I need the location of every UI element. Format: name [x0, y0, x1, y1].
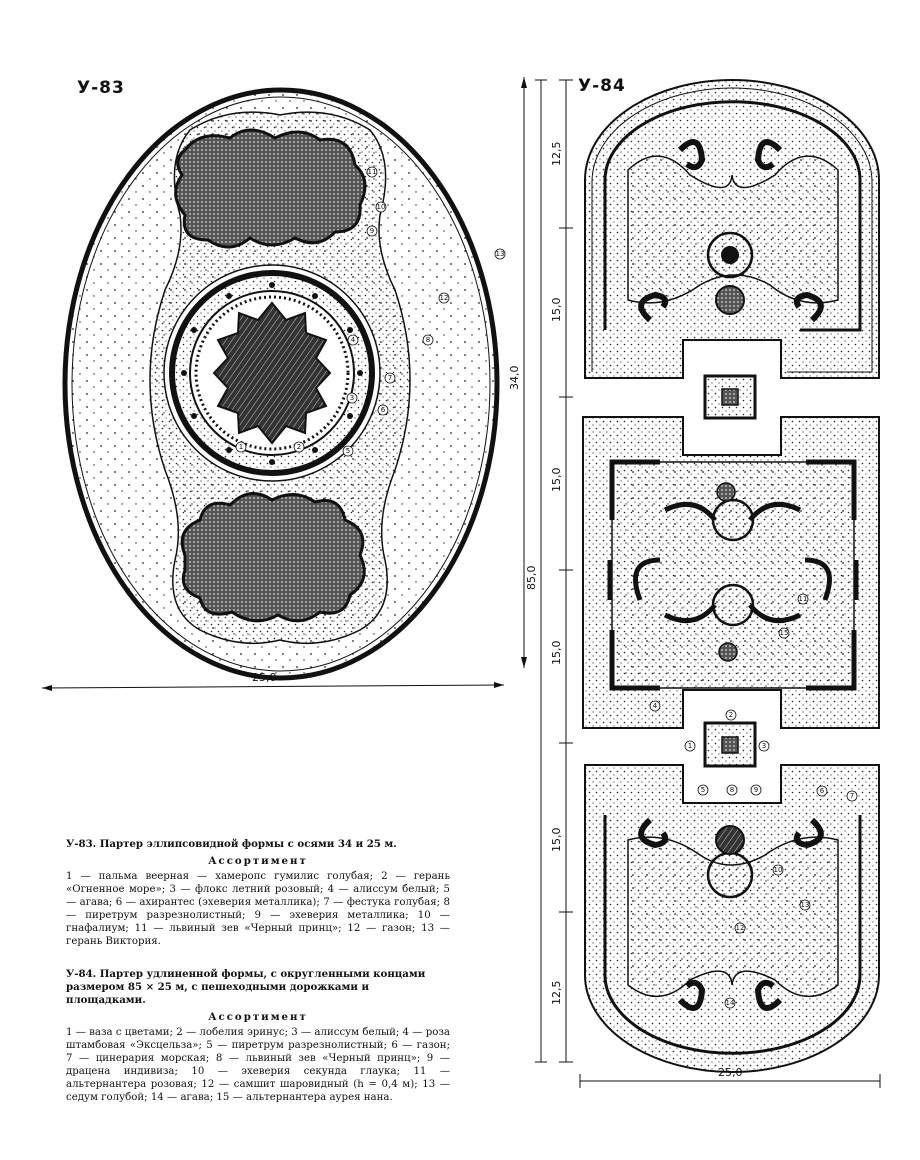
u84-callout-15: [779, 628, 789, 638]
svg-text:15,0: 15,0: [550, 640, 563, 665]
svg-text:9: 9: [369, 227, 375, 235]
u84-callout-1: [685, 741, 695, 751]
svg-text:15,0: 15,0: [550, 297, 563, 322]
caption-u84-heading: Ассортимент: [208, 1011, 308, 1023]
svg-text:1: 1: [687, 742, 693, 750]
svg-text:13: 13: [800, 901, 810, 909]
u83-callout-5: [343, 446, 353, 456]
svg-text:5: 5: [700, 786, 706, 794]
u83-callout-7: [385, 373, 395, 383]
plan-u84: [525, 80, 880, 1088]
svg-text:13: 13: [495, 250, 505, 258]
u83-callout-6: [378, 405, 388, 415]
svg-text:1: 1: [238, 443, 244, 451]
svg-text:8: 8: [425, 336, 431, 344]
svg-text:25,0: 25,0: [252, 671, 277, 684]
svg-text:12,5: 12,5: [550, 980, 563, 1005]
svg-text:6: 6: [819, 787, 825, 795]
svg-text:2: 2: [296, 443, 302, 451]
svg-text:4: 4: [350, 336, 356, 344]
svg-text:85,0: 85,0: [525, 565, 538, 590]
u83-callout-2: [294, 442, 304, 452]
u84-callout-6: [817, 786, 827, 796]
u84-callout-5: [698, 785, 708, 795]
svg-text:8: 8: [729, 786, 735, 794]
u84-callout-13: [800, 900, 810, 910]
u84-callout-7: [847, 791, 857, 801]
u83-callout-13: [495, 249, 505, 259]
caption-u83-body: 1 — пальма веерная — хамеропс гумилис голубая; 2 — герань «Огненное море»; 3 — флокс летний розовый; 4 — алиссум белый; 5 — агава; 6 — ахирантес (эхеверия металлика); 7 — фестука голубая; 8 — пиретрум разрезнолистный; 9 — эхеверия металлика; 10 — гнафалиум; 11 — львиный зев «Черный принц»; 12 — газон; 13 — герань Виктория.: [66, 871, 450, 947]
u84-callout-8: [727, 785, 737, 795]
u83-callout-11: [367, 167, 377, 177]
u84-callout-9: [751, 785, 761, 795]
u83-upper-bed: [176, 130, 365, 247]
svg-text:2: 2: [728, 711, 734, 719]
u84-callout-3: [759, 741, 769, 751]
svg-text:10: 10: [773, 866, 783, 874]
u84-dim-width: [580, 1066, 880, 1088]
plan-u83: [42, 77, 527, 691]
svg-text:9: 9: [753, 786, 759, 794]
u84-callout-2: [726, 710, 736, 720]
u84-callout-14: [725, 998, 735, 1008]
u83-callout-1: [236, 442, 246, 452]
u84-callout-11: [798, 594, 808, 604]
svg-text:7: 7: [849, 792, 855, 800]
svg-text:3: 3: [761, 742, 767, 750]
svg-text:15: 15: [779, 629, 789, 637]
svg-text:14: 14: [725, 999, 735, 1007]
u83-lower-bed: [182, 494, 364, 621]
svg-text:12: 12: [439, 294, 449, 302]
figure-label-u83: У-83: [77, 78, 125, 98]
svg-text:4: 4: [652, 702, 658, 710]
caption-u83-heading: Ассортимент: [208, 855, 308, 867]
caption-u84-title: У-84. Партер удлиненной формы, с округленными концами размером 85 × 25 м, с пешеходными дорожками и площадками.: [66, 968, 426, 1006]
svg-text:7: 7: [387, 374, 393, 382]
caption-u83: [66, 838, 450, 948]
svg-text:11: 11: [798, 595, 808, 603]
u84-callout-12: [735, 923, 745, 933]
svg-text:34,0: 34,0: [508, 365, 521, 390]
u84-dim-total: [525, 80, 547, 1062]
u83-callout-9: [367, 226, 377, 236]
svg-text:12: 12: [735, 924, 745, 932]
u84-dim-sections: [550, 80, 573, 1062]
svg-text:10: 10: [376, 203, 386, 211]
u83-callout-10: [376, 202, 386, 212]
svg-text:3: 3: [349, 394, 355, 402]
u84-callout-4: [650, 701, 660, 711]
u83-dim-width: [42, 671, 504, 691]
svg-text:12,5: 12,5: [550, 141, 563, 166]
svg-text:11: 11: [367, 168, 377, 176]
caption-u84: [66, 968, 450, 1104]
u83-callout-3: [347, 393, 357, 403]
caption-u84-body: 1 — ваза с цветами; 2 — лобелия эринус; 3 — алиссум белый; 4 — роза штамбовая «Эксцельза»; 5 — пиретрум разрезнолистный; 6 — газон; 7 — цинерария морская; 8 — львиный зев «Черный принц»; 9 — драцена индивиза; 10 — эхеверия секунда глаука; 11 — альтернантера розовая; 12 — самшит шаровидный (h = 0,4 м); 13 — седум голубой; 14 — агава; 15 — альтернантера аурея нана.: [66, 1027, 450, 1103]
u83-callout-4: [348, 335, 358, 345]
u84-callout-10: [773, 865, 783, 875]
svg-text:15,0: 15,0: [550, 827, 563, 852]
u83-callout-8: [423, 335, 433, 345]
svg-text:15,0: 15,0: [550, 467, 563, 492]
caption-u83-title: У-83. Партер эллипсовидной формы с осями 34 и 25 м.: [66, 838, 397, 850]
svg-text:25,0: 25,0: [718, 1066, 743, 1079]
u83-callout-12: [439, 293, 449, 303]
svg-text:6: 6: [380, 406, 386, 414]
svg-text:5: 5: [345, 447, 351, 455]
figure-label-u84: У-84: [578, 76, 626, 96]
